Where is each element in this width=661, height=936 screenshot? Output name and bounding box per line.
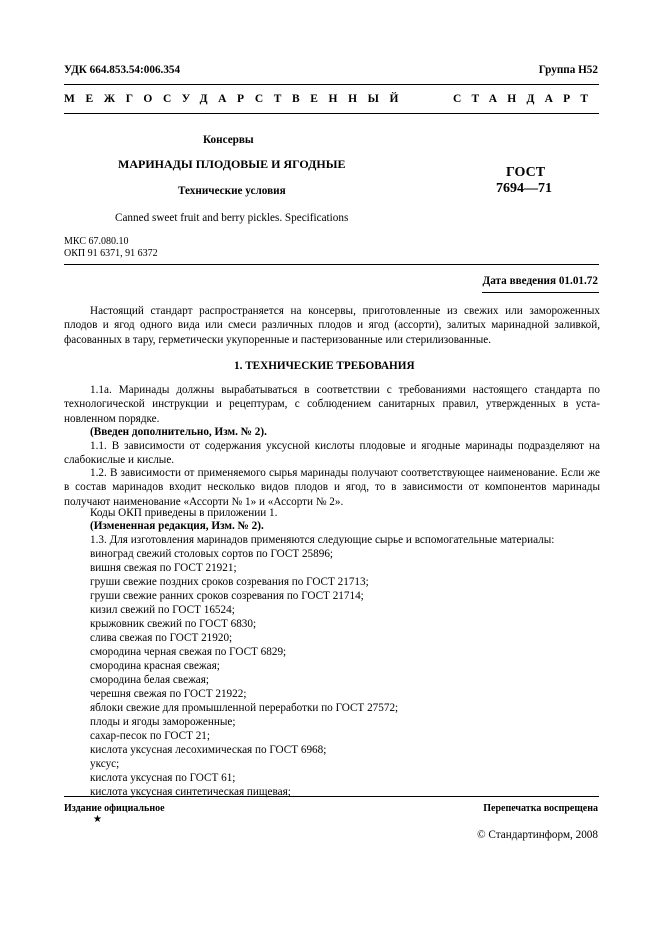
list-item: черешня свежая по ГОСТ 21922;	[90, 688, 247, 700]
clause-1-1a	[64, 383, 600, 426]
reprint-notice: Перепечатка воспрещена	[483, 803, 598, 814]
clause-1-3: 1.3. Для изготовления маринадов применяются следующие сырье и вспомогательные материалы:	[90, 534, 555, 546]
list-item: смородина красная свежая;	[90, 660, 220, 672]
clause-1-2-text: 1.2. В зависимости от применяемого сырья маринады получают соответствующее наименование. Если же в состав маринадов входит несколько видов плодов и ягод, то в зависимости от компонентов маринады получают наименование «Ассорти № 1» и «Ассорти № 2».	[64, 467, 600, 508]
category-label: Консервы	[203, 134, 254, 146]
list-item: кислота уксусная синтетическая пищевая;	[90, 786, 291, 798]
list-item: яблоки свежие для промышленной переработки по ГОСТ 27572;	[90, 702, 399, 714]
list-item: крыжовник свежий по ГОСТ 6830;	[90, 618, 257, 630]
banner-interstate: МЕЖГОСУДАРСТВЕННЫЙ	[64, 93, 410, 105]
list-item: виноград свежий столовых сортов по ГОСТ 25896;	[90, 548, 334, 560]
list-item: кислота уксусная лесохимическая по ГОСТ 6968;	[90, 744, 327, 756]
section-heading: 1. ТЕХНИЧЕСКИЕ ТРЕБОВАНИЯ	[234, 360, 415, 372]
list-item: кислота уксусная по ГОСТ 61;	[90, 772, 236, 784]
clause-1-2-note: (Измененная редакция, Изм. № 2).	[90, 520, 264, 532]
list-item: уксус;	[90, 758, 120, 770]
group-code: Группа Н52	[538, 64, 598, 76]
document-title: МАРИНАДЫ ПЛОДОВЫЕ И ЯГОДНЫЕ	[118, 157, 346, 171]
list-item: кизил свежий по ГОСТ 16524;	[90, 604, 235, 616]
document-subtitle: Технические условия	[178, 185, 286, 197]
gost-number: 7694—71	[496, 181, 552, 196]
list-item: слива свежая по ГОСТ 21920;	[90, 632, 233, 644]
clause-1-2	[64, 466, 600, 509]
english-title: Canned sweet fruit and berry pickles. Specifications	[115, 212, 349, 224]
copyright: © Стандартинформ, 2008	[477, 829, 598, 841]
intro-paragraph	[64, 304, 600, 347]
banner-rule	[64, 113, 599, 114]
list-item: смородина черная свежая по ГОСТ 6829;	[90, 646, 287, 658]
okp-codes-note: Коды ОКП приведены в приложении 1.	[90, 507, 278, 519]
list-item: груши свежие ранних сроков созревания по ГОСТ 21714;	[90, 590, 364, 602]
introduction-date: Дата введения 01.01.72	[482, 275, 598, 287]
intro-text: Настоящий стандарт распространяется на консервы, приготовленные из свежих или замороженных плодов и ягод одного вида или смеси различных плодов и ягод (ассорти), залитых маринадной заливкой, фасованных в тару, герметически укупоренные и пастеризованные или стерилизованные.	[64, 305, 600, 346]
udk-code: УДК 664.853.54:006.354	[64, 64, 181, 76]
clause-1-1a-text: 1.1а. Маринады должны вырабатываться в соответствии с требованиями настоящего стандарта по технологической инструкции и рецептурам, с соблюдением санитарных правил, утвержденных в установленном порядке.	[64, 384, 600, 425]
okp-code: ОКП 91 6371, 91 6372	[64, 248, 158, 259]
list-item: сахар-песок по ГОСТ 21;	[90, 730, 210, 742]
banner-standard: СТАНДАРТ	[453, 93, 599, 105]
mks-code: МКС 67.080.10	[64, 236, 129, 247]
gost-label: ГОСТ	[506, 165, 546, 180]
star-icon: ★	[93, 814, 102, 825]
title-rule	[64, 264, 599, 265]
list-item: вишня свежая по ГОСТ 21921;	[90, 562, 237, 574]
clause-1-1a-note: (Введен дополнительно, Изм. № 2).	[90, 426, 267, 438]
list-item: смородина белая свежая;	[90, 674, 210, 686]
clause-1-1-text: 1.1. В зависимости от содержания уксусной кислоты плодовые и ягодные маринады подразделяют на слабокислые и кислые.	[64, 440, 600, 467]
official-edition: Издание официальное	[64, 803, 165, 814]
header-rule	[64, 84, 599, 85]
clause-1-1	[64, 439, 600, 468]
footer-rule	[64, 796, 599, 797]
list-item: груши свежие поздних сроков созревания по ГОСТ 21713;	[90, 576, 369, 588]
date-rule	[482, 292, 599, 293]
list-item: плоды и ягоды замороженные;	[90, 716, 236, 728]
